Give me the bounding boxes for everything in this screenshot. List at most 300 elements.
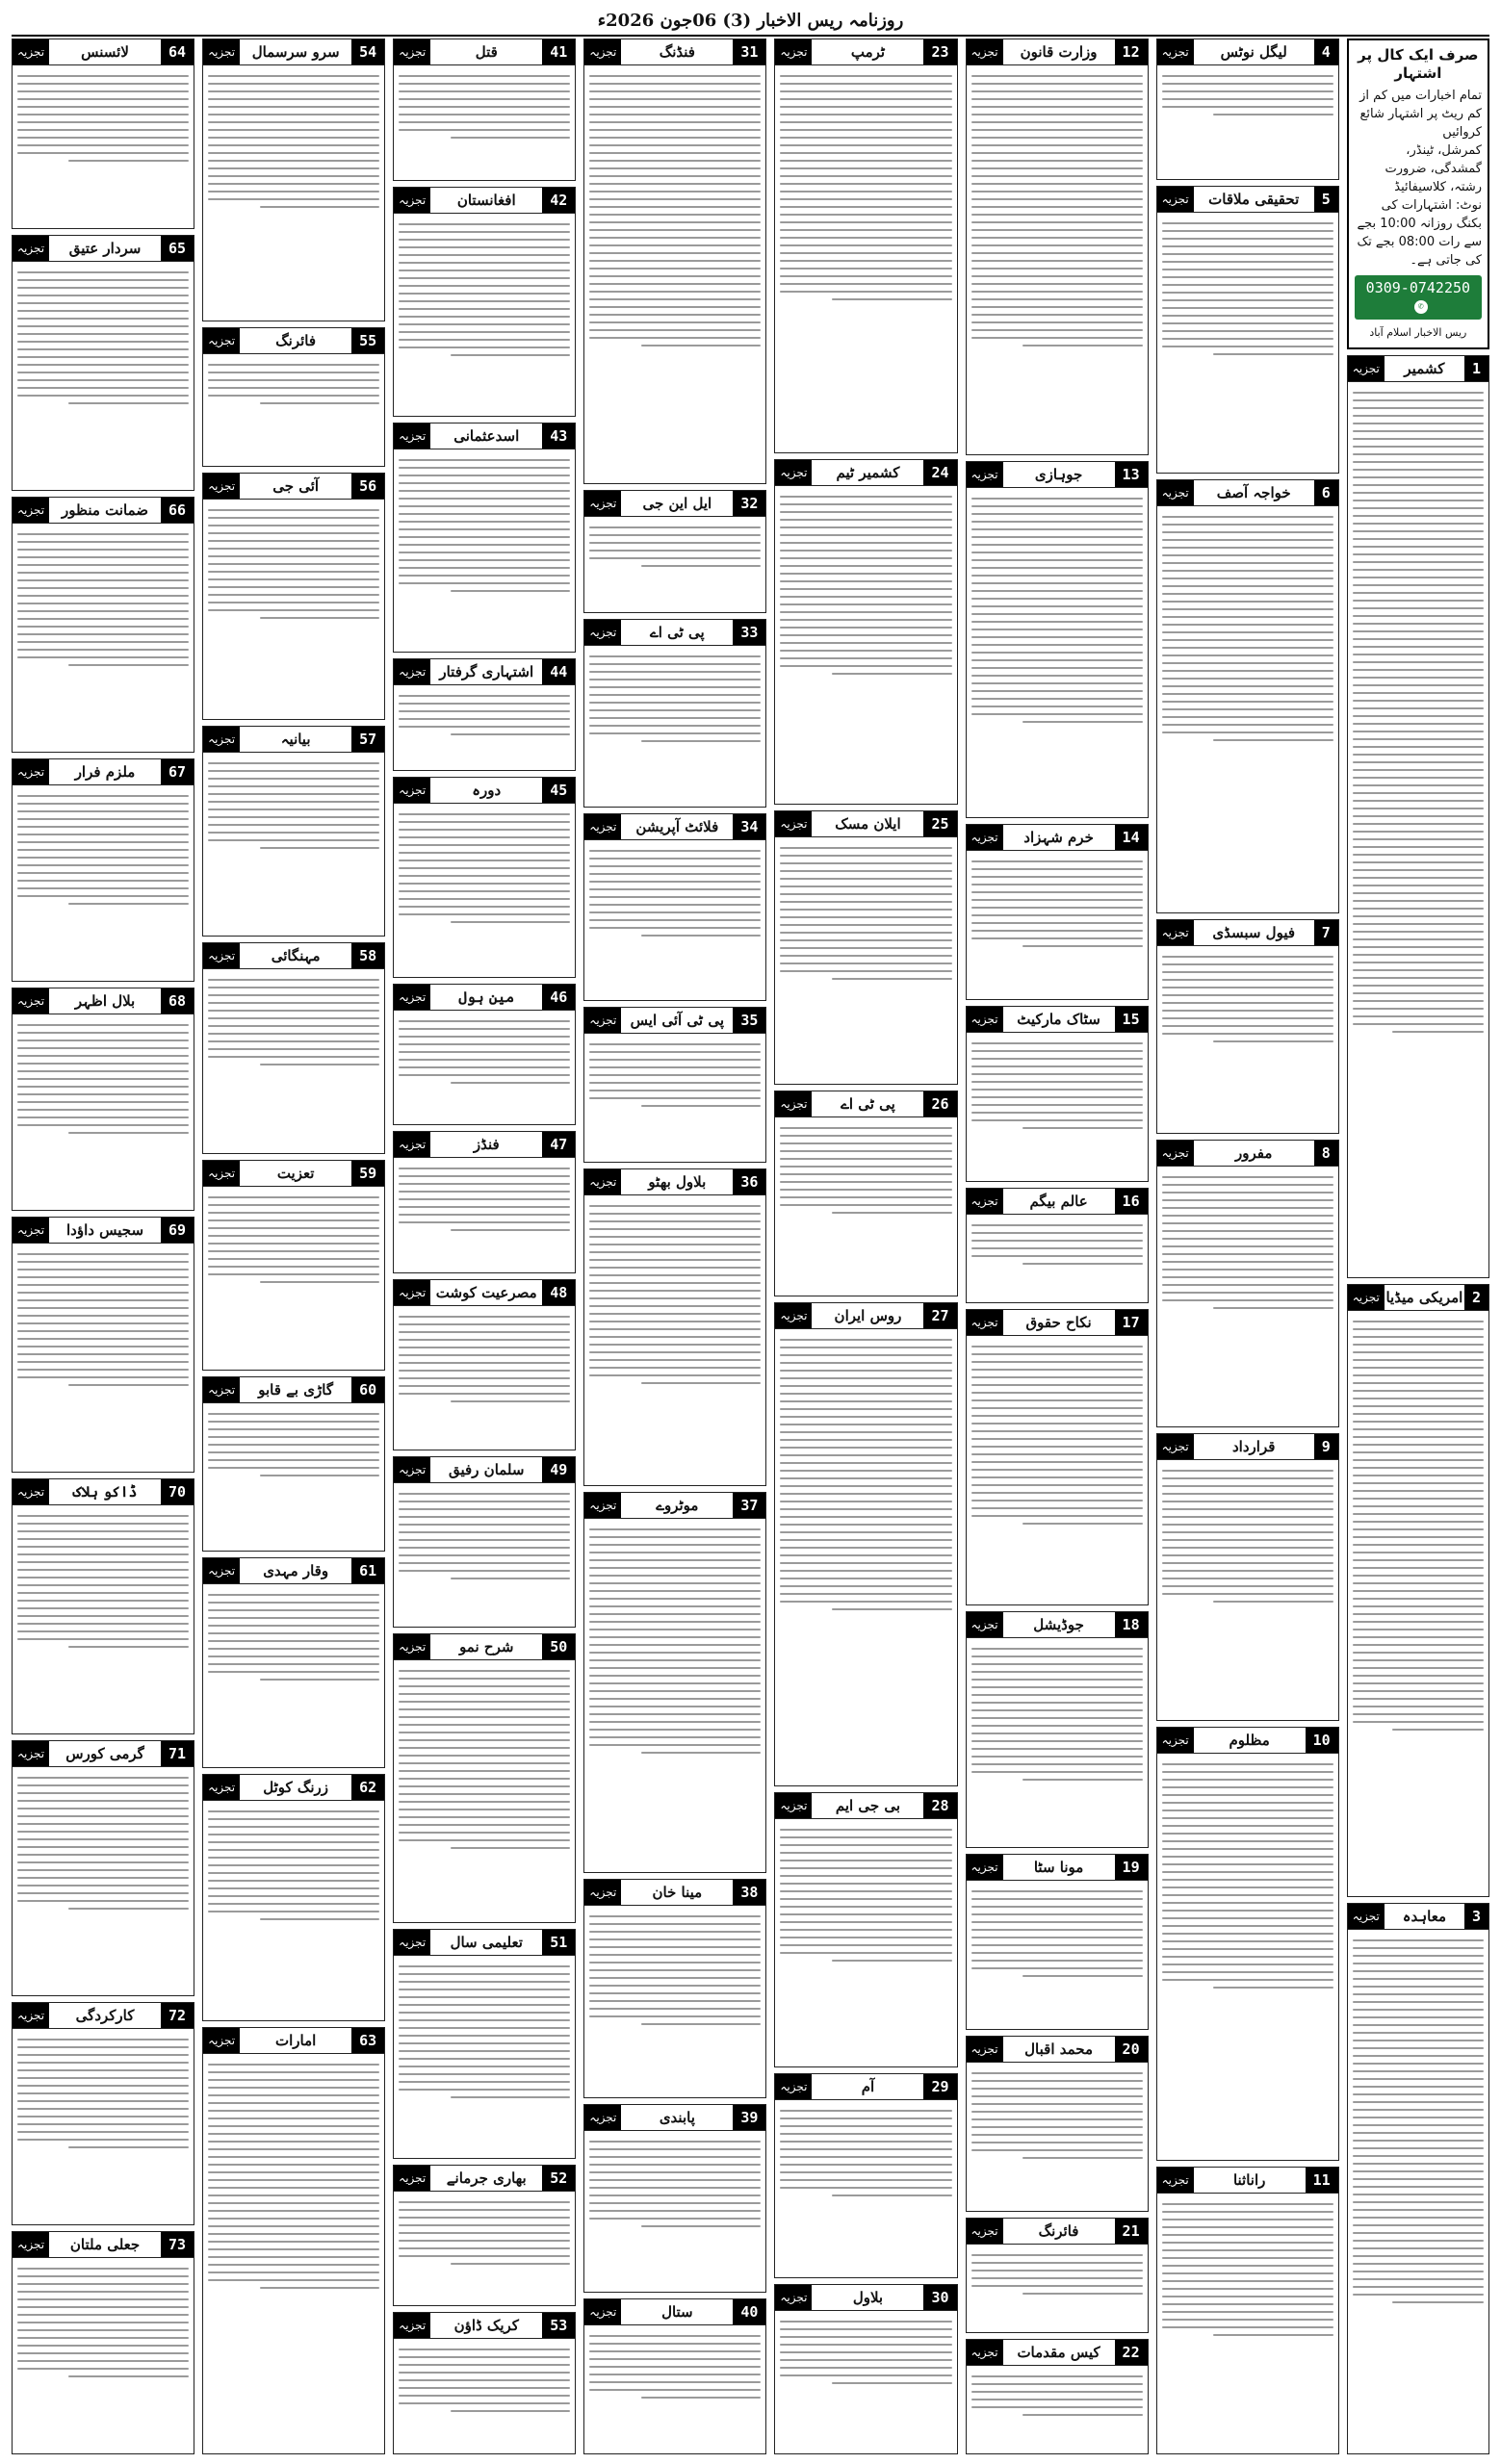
- story-tag: تجزیہ: [13, 988, 49, 1014]
- text-line: [589, 1282, 761, 1284]
- text-line: [589, 904, 761, 906]
- text-line: [971, 1702, 1143, 1704]
- text-line: [208, 2187, 379, 2189]
- text-line: [1162, 1940, 1333, 1942]
- story-number: 49: [542, 1457, 575, 1482]
- text-line: [1353, 1382, 1484, 1384]
- text-line: [780, 83, 951, 85]
- text-line: [208, 379, 379, 381]
- text-line: [1353, 1444, 1484, 1446]
- text-line: [208, 2210, 379, 2212]
- text-line: [780, 268, 951, 270]
- story-title: تحقیقی ملاقات: [1208, 191, 1300, 208]
- text-line: [971, 884, 1143, 886]
- story-number: 53: [542, 2313, 575, 2338]
- text-line: [17, 1792, 189, 1794]
- text-line: [1353, 530, 1484, 532]
- text-line: [1353, 2109, 1484, 2111]
- text-line: [1353, 1490, 1484, 1492]
- text-line: [971, 1119, 1143, 1121]
- text-line: [1162, 322, 1333, 324]
- text-line: [589, 2389, 761, 2391]
- text-line: [971, 283, 1143, 285]
- text-line: [17, 2092, 189, 2094]
- story-title: آئی جی: [272, 476, 320, 495]
- text-line: [780, 175, 951, 177]
- text-line: [780, 1570, 951, 1572]
- text-line: [1162, 1902, 1333, 1904]
- text-line: [780, 1578, 951, 1579]
- text-line: [399, 1524, 570, 1526]
- text-line: [1353, 1000, 1484, 1002]
- column-2: [1156, 38, 1339, 2454]
- text-line: [1162, 1763, 1333, 1765]
- text-line: [208, 167, 379, 169]
- text-line: [1162, 2249, 1333, 2251]
- text-line: [399, 726, 570, 728]
- story-number: 48: [542, 1280, 575, 1305]
- text-line: [589, 1605, 761, 1607]
- text-line: [780, 932, 951, 934]
- text-line: [1353, 1659, 1484, 1661]
- text-line: [1353, 931, 1484, 933]
- text-line: [971, 1050, 1143, 1052]
- text-line: [971, 2270, 1143, 2272]
- text-line: [399, 467, 570, 469]
- text-line: [780, 144, 951, 146]
- text-line: [971, 314, 1143, 316]
- text-line: [399, 2356, 570, 2358]
- text-line: [17, 356, 189, 358]
- text-line: [1162, 547, 1333, 549]
- story-number: 10: [1306, 1728, 1338, 1753]
- story-header: [394, 659, 575, 685]
- advert-phone[interactable]: [1355, 275, 1482, 320]
- text-line: [17, 1846, 189, 1848]
- text-line: [1353, 469, 1484, 471]
- text-line: [1162, 2203, 1333, 2205]
- text-line: [260, 402, 380, 404]
- text-line: [399, 1183, 570, 1185]
- story-tag: تجزیہ: [775, 811, 812, 836]
- news-story: [393, 2165, 576, 2307]
- text-line: [1162, 1192, 1333, 1194]
- text-line: [780, 847, 951, 849]
- story-header: [394, 2313, 575, 2339]
- text-line: [780, 665, 951, 667]
- news-story: [12, 1478, 194, 1734]
- story-number: 58: [351, 943, 384, 968]
- text-line: [208, 1880, 379, 1882]
- text-line: [589, 252, 761, 254]
- story-body: [394, 685, 575, 770]
- text-line: [1162, 1817, 1333, 1819]
- text-line: [68, 1132, 189, 1134]
- story-header: [394, 2166, 575, 2192]
- text-line: [399, 1385, 570, 1387]
- text-line: [208, 555, 379, 557]
- text-line: [971, 636, 1143, 638]
- text-line: [641, 2225, 762, 2227]
- text-line: [1353, 615, 1484, 617]
- text-line: [1353, 661, 1484, 663]
- story-header: [13, 236, 194, 262]
- text-line: [832, 1608, 952, 1610]
- masthead: روزنامہ ریس الاخبار (3) 06جون 2026ء: [12, 10, 1489, 37]
- story-header: [584, 620, 765, 646]
- text-line: [971, 183, 1143, 185]
- text-line: [1353, 1321, 1484, 1322]
- text-line: [589, 1962, 761, 1964]
- text-line: [399, 1554, 570, 1556]
- text-line: [399, 1809, 570, 1810]
- text-line: [399, 98, 570, 100]
- text-line: [1353, 1351, 1484, 1353]
- story-tag: تجزیہ: [967, 1189, 1003, 1214]
- text-line: [589, 106, 761, 108]
- advert-phone-number: 0309-0742250: [1365, 279, 1471, 296]
- text-line: [208, 839, 379, 841]
- story-number: 37: [733, 1493, 765, 1518]
- text-line: [589, 2202, 761, 2204]
- news-story: [202, 726, 385, 937]
- text-line: [399, 262, 570, 264]
- text-line: [208, 2087, 379, 2089]
- text-line: [17, 1078, 189, 1080]
- text-line: [971, 498, 1143, 500]
- text-line: [1162, 1539, 1333, 1541]
- text-line: [208, 532, 379, 534]
- news-story: [583, 1007, 766, 1163]
- text-line: [1353, 1939, 1484, 1941]
- text-line: [780, 75, 951, 77]
- text-line: [589, 1313, 761, 1315]
- story-tag: تجزیہ: [203, 1558, 240, 1583]
- story-number: 45: [542, 778, 575, 803]
- text-line: [780, 1393, 951, 1395]
- text-line: [1353, 2117, 1484, 2118]
- text-line: [971, 1423, 1143, 1424]
- text-line: [971, 1937, 1143, 1938]
- text-line: [208, 1818, 379, 1820]
- text-line: [780, 1470, 951, 1472]
- text-line: [971, 1732, 1143, 1734]
- story-body: [203, 1187, 384, 1370]
- text-line: [208, 2079, 379, 2081]
- text-line: [1162, 570, 1333, 572]
- text-line: [17, 818, 189, 820]
- text-line: [971, 590, 1143, 592]
- text-line: [208, 762, 379, 764]
- story-tag: تجزیہ: [967, 825, 1003, 850]
- text-line: [1162, 616, 1333, 618]
- story-header: [967, 2037, 1148, 2063]
- text-line: [1353, 692, 1484, 694]
- text-line: [1353, 815, 1484, 817]
- text-line: [1162, 261, 1333, 263]
- text-line: [1162, 578, 1333, 579]
- text-line: [589, 542, 761, 544]
- text-line: [1022, 945, 1143, 947]
- story-title: ڈاکو ہلاک: [72, 1483, 138, 1502]
- news-story: [774, 810, 957, 1086]
- story-title: مفرور: [1235, 1144, 1273, 1162]
- text-line: [780, 2148, 951, 2150]
- story-tag: تجزیہ: [13, 236, 49, 261]
- text-line: [208, 517, 379, 519]
- text-line: [17, 1276, 189, 1278]
- text-line: [17, 1869, 189, 1871]
- text-line: [1353, 1993, 1484, 1995]
- story-number: 23: [923, 39, 956, 64]
- text-line: [17, 2275, 189, 2277]
- news-story: [1156, 1140, 1339, 1427]
- text-line: [589, 1652, 761, 1654]
- advert-footer: ریس الاخبار اسلام آباد: [1369, 326, 1467, 339]
- text-line: [208, 563, 379, 565]
- text-line: [780, 2374, 951, 2376]
- news-story: [774, 2073, 957, 2278]
- text-line: [1162, 1886, 1333, 1888]
- text-line: [1353, 2255, 1484, 2257]
- story-tag: تجزیہ: [584, 814, 621, 839]
- text-line: [208, 1227, 379, 1229]
- text-line: [399, 1059, 570, 1061]
- text-line: [399, 1074, 570, 1076]
- story-number: 26: [923, 1091, 956, 1116]
- text-line: [1162, 1299, 1333, 1301]
- text-line: [399, 270, 570, 271]
- story-header: [394, 188, 575, 214]
- story-number: 21: [1115, 2219, 1148, 2244]
- news-story: [12, 497, 194, 753]
- text-line: [1353, 1567, 1484, 1569]
- text-line: [780, 1158, 951, 1160]
- text-line: [971, 2103, 1143, 2105]
- text-line: [1353, 2217, 1484, 2219]
- story-tag: تجزیہ: [775, 2074, 812, 2099]
- text-line: [641, 740, 762, 742]
- story-title: ایلان مسک: [835, 814, 901, 833]
- story-number: 13: [1115, 462, 1148, 487]
- advert-line: تمام اخبارات میں کم از کم ریٹ پر اشتہار شائع کروائیں: [1359, 89, 1482, 140]
- text-line: [780, 2118, 951, 2119]
- text-line: [68, 2146, 189, 2148]
- text-line: [1353, 1521, 1484, 1523]
- text-line: [1353, 2240, 1484, 2242]
- story-body: [775, 2311, 956, 2453]
- text-line: [780, 2328, 951, 2330]
- text-line: [971, 275, 1143, 277]
- text-line: [832, 2194, 952, 2196]
- story-tag: تجزیہ: [967, 1612, 1003, 1637]
- story-body: [1157, 946, 1338, 1133]
- story-title: مونا سٹا: [1033, 1858, 1084, 1876]
- text-line: [780, 496, 951, 498]
- text-line: [589, 1528, 761, 1530]
- text-line: [780, 511, 951, 513]
- story-body: [1157, 1460, 1338, 1720]
- story-body: [394, 1660, 575, 1921]
- story-tag: تجزیہ: [1157, 1434, 1194, 1459]
- text-line: [399, 521, 570, 523]
- story-body: [13, 1244, 194, 1472]
- text-line: [1353, 654, 1484, 655]
- text-line: [971, 1952, 1143, 1954]
- text-line: [1353, 1598, 1484, 1600]
- text-line: [399, 277, 570, 279]
- text-line: [208, 571, 379, 573]
- text-line: [971, 1763, 1143, 1765]
- text-line: [780, 1501, 951, 1502]
- story-body: [394, 1956, 575, 2158]
- text-line: [399, 2387, 570, 2389]
- text-line: [780, 1952, 951, 1954]
- text-line: [208, 2202, 379, 2204]
- story-header: [394, 985, 575, 1011]
- story-body: [967, 2063, 1148, 2211]
- text-line: [589, 167, 761, 169]
- text-line: [208, 129, 379, 131]
- text-line: [208, 1656, 379, 1657]
- text-line: [208, 1033, 379, 1035]
- text-line: [208, 1451, 379, 1453]
- story-body: [394, 449, 575, 652]
- text-line: [208, 1849, 379, 1851]
- text-line: [208, 90, 379, 92]
- story-tag: تجزیہ: [1157, 1141, 1194, 1166]
- text-line: [17, 633, 189, 635]
- text-line: [260, 2287, 380, 2289]
- text-line: [971, 2406, 1143, 2408]
- text-line: [1353, 430, 1484, 432]
- text-line: [971, 1679, 1143, 1681]
- story-header: [13, 988, 194, 1014]
- text-line: [780, 2351, 951, 2353]
- story-header: [967, 39, 1148, 65]
- text-line: [971, 1361, 1143, 1363]
- story-body: [203, 500, 384, 719]
- story-number: 4: [1314, 39, 1338, 64]
- text-line: [780, 939, 951, 941]
- text-line: [208, 2225, 379, 2227]
- news-story: [966, 2218, 1149, 2333]
- text-line: [17, 1630, 189, 1632]
- text-line: [780, 573, 951, 575]
- text-line: [971, 1929, 1143, 1931]
- text-line: [399, 718, 570, 720]
- text-line: [1353, 1475, 1484, 1476]
- text-line: [780, 565, 951, 567]
- news-story: [966, 1309, 1149, 1605]
- text-line: [589, 1621, 761, 1623]
- text-line: [1022, 1779, 1143, 1781]
- text-line: [641, 2397, 762, 2399]
- text-line: [399, 2402, 570, 2404]
- text-line: [971, 1384, 1143, 1386]
- text-line: [17, 2046, 189, 2048]
- text-line: [971, 2399, 1143, 2400]
- text-line: [780, 2321, 951, 2323]
- story-body: [13, 65, 194, 228]
- story-tag: تجزیہ: [1157, 1728, 1194, 1753]
- text-line: [589, 1667, 761, 1669]
- text-line: [1353, 1015, 1484, 1017]
- news-story: [12, 988, 194, 1211]
- text-line: [971, 1656, 1143, 1657]
- text-line: [971, 214, 1143, 216]
- text-line: [260, 847, 380, 849]
- text-line: [780, 260, 951, 262]
- story-tag: تجزیہ: [13, 1479, 49, 1504]
- text-line: [589, 198, 761, 200]
- story-title: تعزیت: [276, 1164, 315, 1182]
- text-line: [399, 1051, 570, 1053]
- text-line: [589, 725, 761, 727]
- story-title: فنڈز: [473, 1136, 500, 1154]
- text-line: [589, 260, 761, 262]
- text-line: [1353, 1421, 1484, 1423]
- text-line: [1353, 923, 1484, 925]
- text-line: [1353, 2124, 1484, 2126]
- text-line: [1162, 2257, 1333, 2259]
- text-line: [1162, 1501, 1333, 1502]
- text-line: [780, 121, 951, 123]
- text-line: [208, 2171, 379, 2173]
- story-number: 51: [542, 1930, 575, 1955]
- text-line: [399, 2073, 570, 2075]
- story-number: 46: [542, 985, 575, 1010]
- story-tag: تجزیہ: [203, 474, 240, 499]
- story-body: [394, 2339, 575, 2453]
- text-line: [260, 206, 380, 208]
- story-number: 68: [161, 988, 194, 1014]
- text-line: [832, 2382, 952, 2384]
- text-line: [1162, 987, 1333, 988]
- text-line: [971, 2095, 1143, 2097]
- text-line: [17, 1885, 189, 1886]
- text-line: [971, 1771, 1143, 1773]
- text-line: [780, 1462, 951, 1464]
- text-line: [589, 237, 761, 239]
- text-line: [971, 2088, 1143, 2090]
- text-line: [780, 1142, 951, 1144]
- text-line: [971, 337, 1143, 339]
- text-line: [1353, 2047, 1484, 2049]
- text-line: [780, 1347, 951, 1348]
- text-line: [17, 1055, 189, 1057]
- text-line: [1162, 1207, 1333, 1209]
- text-line: [589, 2366, 761, 2368]
- story-title: معاہدہ: [1402, 1907, 1447, 1925]
- text-line: [17, 603, 189, 604]
- text-line: [208, 198, 379, 200]
- story-title: امارات: [274, 2032, 317, 2050]
- text-line: [208, 1273, 379, 1275]
- text-line: [780, 252, 951, 254]
- text-line: [780, 1454, 951, 1456]
- text-line: [17, 1116, 189, 1118]
- story-body: [775, 1819, 956, 2066]
- text-line: [1162, 1578, 1333, 1579]
- story-tag: تجزیہ: [394, 2313, 430, 2338]
- text-line: [399, 2209, 570, 2211]
- text-line: [1162, 1033, 1333, 1035]
- story-title: بلاول بھٹو: [648, 1173, 707, 1192]
- text-line: [1353, 915, 1484, 917]
- text-line: [208, 2141, 379, 2143]
- text-line: [17, 98, 189, 100]
